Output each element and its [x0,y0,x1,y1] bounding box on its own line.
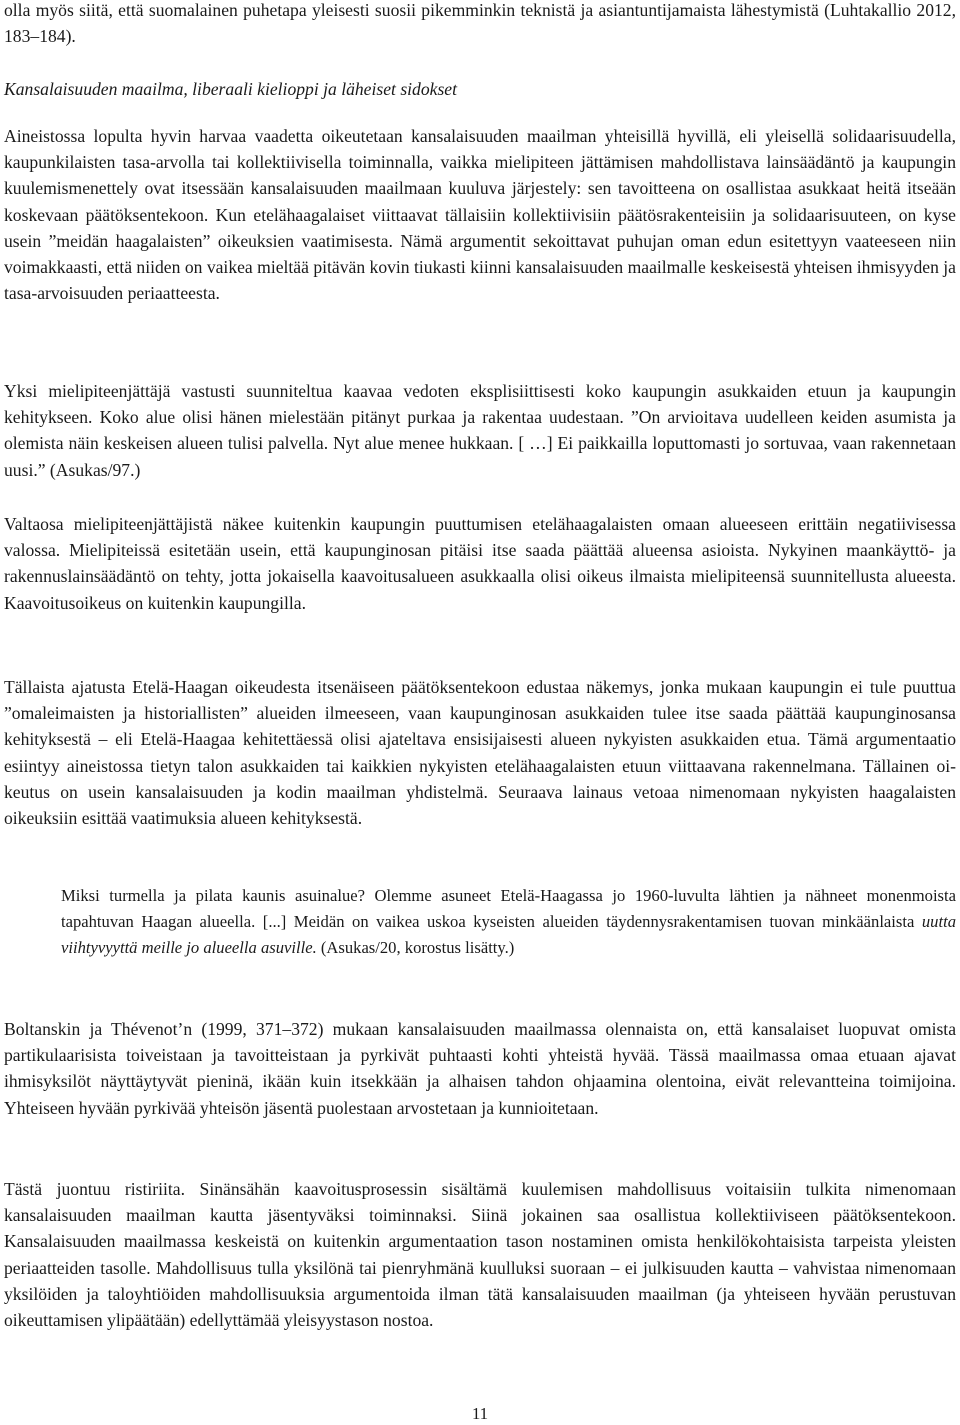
page-number: 11 [471,1404,489,1423]
block-quote [61,883,956,961]
quote-citation: (Asukas/20, korostus lisätty.) [316,938,515,957]
quote-emphasis: uutta viihtyvyyttä meille jo alueella asuville. [61,912,956,957]
body-paragraph-3: Valtaosa mielipiteenjättäjistä näkee kuitenkin kaupungin puuttumisen etelähaagalaisten omaan alueeseen erittäin negatiivisessa valossa. Mielipiteissä esitetään usein, että kaupunginosan pitäisi itse saada päättää alueensa asioista. Nykyinen maankäyttö- ja rakennuslainsäädäntö on tehty, jotta jokaisella kaavoitusalueen asukkaalla olisi oikeus ilmaista mielipiteensä suunnitellusta alueesta. Kaavoitusoikeus on kuitenkin kaupungilla. [4,514,956,613]
body-paragraph-1: Aineistossa lopulta hyvin harvaa vaadetta oikeutetaan kansalaisuuden maailman yhteisillä hyvillä, eli yleisellä solidaarisuudella, kaupunkilaisten tasa-arvolla tai kollektiivisella toiminnalla, vaikka mielipiteen jättämisen mahdollistava lainsäädäntö ja kaupungin kuulemismenettely ovat itsessään kansalaisuuden maailmaan kuuluva järjestely: sen tavoitteena on osallistaa asukkaat heitä itseään koskevaan päätöksentekoon. Kun etelähaagalaiset viittaavat tällaisiin kollektiivisiin päätösrakenteisiin ja solidaarisuuteen, on kyse usein ”meidän haagalaisten” oikeuksien vaatimisesta. Nämä argumentit sekoittavat puhujan oman edun esitettyyn vaateeseen niin voimakkaasti, että niiden on vaikea mieltää pitävän kovin tiukasti kiinni kansalaisuuden maailmalle keskeisestä yhteisen ihmisyyden ja tasa-arvoisuuden periaatteesta. [4,126,956,304]
body-paragraph-5: Boltanskin ja Thévenot’n (1999, 371–372) mukaan kansalaisuuden maailmassa olennaista on, että kansalaiset luopuvat omista partikulaarisista toiveistaan ja tavoitteistaan ja pyrkivät puhtaasti kohti yhteistä hyvää. Tässä maailmassa omaa etuaan ajavat ihmisyksilöt näyttäytyvät pieninä, ikään kuin itsekkään ja alhaisen tahdon ohjaamina olentoina, eivät relevantteina toimijoina. Yhteiseen hyvään pyrkivää yhteisön jäsentä puolestaan arvostetaan ja kunnioitetaan. [4,1019,956,1118]
quote-text-start: Miksi turmella ja pilata kaunis asuinalue? Olemme asuneet Etelä-Haagassa jo 1960-luvulta lähtien ja nähneet monenmoista tapahtuvan Haagan alueella. [...] Meidän on vaikea uskoa kyseisten alueiden täydennysrakentamisen tuovan minkäänlaista [61,886,956,931]
section-heading: Kansalaisuuden maailma, liberaali kielioppi ja läheiset sidokset [4,79,458,99]
body-paragraph-2: Yksi mielipiteenjättäjä vastusti suunniteltua kaavaa vedoten eksplisiittisesti koko kaupungin asukkaiden etuun ja kaupungin kehitykseen. Koko alue olisi hänen mielestään pitänyt purkaa ja rakentaa uudestaan. ”On arvioitava uudelleen keiden asumista ja olemista näin keskeisen alueen tulisi palvella. Nyt alue menee hukkaan. [ …] Ei paikkailla loputtomasti jo sortuvaa, vaan rakennetaan uusi.” (Asukas/97.) [4,381,956,480]
body-paragraph-6: Tästä juontuu ristiriita. Sinänsähän kaavoitusprosessin sisältämä kuulemisen mahdollisuus voitaisiin tulkita nimenomaan kansalaisuuden maailman kautta jäsentyväksi toiminnaksi. Siinä jokainen saa osallistua kollektiiviseen päätöksentekoon. Kansalaisuuden maailmassa keskeistä on kuitenkin argumentaation tason nostaminen omista henkilökohtaisista tarpeista yleisten periaatteiden tasolle. Mahdollisuus tulla yksilönä tai pienryhmänä kuulluksi suoraan – ei julkisuuden kautta – vahvistaa nimenomaan yksilöiden ja taloyhtiöiden mahdollisuuksia argumentoida ilman tätä kansalaisuuden maailman (ja yhteiseen hyvään perustuvan oikeuttamisen ylipäätään) edellyttämää yleisyystason nostoa. [4,1179,956,1331]
body-paragraph-4: Tällaista ajatusta Etelä-Haagan oikeudesta itsenäiseen päätöksentekoon edustaa näkemys, jonka mukaan kaupungin ei tule puuttua ”omaleimaisten ja historiallisten” alueiden ilmeeseen, vaan kaupunginosan asukkaiden tulee itse saada päättää kaupunginosansa kehityksestä – eli Etelä-Haagaa kehitettäessä olisi ajateltava ensisijaisesti alueen nykyisten asukkaiden etua. Tämä argumentaatio esiintyy aineistossa tietyn talon asukkaiden tai kaikkien nykyisten etelähaagalaisten etuun viittaavana rakennelmana. Tällainen oikeutus on usein kansalaisuuden ja kodin maailman yhdistelmä. Seuraava lainaus vetoaa nimenomaan nykyisten haagalaisten oikeuksiin esittää vaatimuksia alueen kehityksestä. [4,677,956,829]
continuation-paragraph: olla myös siitä, että suomalainen puhetapa yleisesti suosii pikemminkin teknistä ja asiantuntijamaista lähestymistä (Luhtakallio 2012, 183–184). [4,0,956,47]
